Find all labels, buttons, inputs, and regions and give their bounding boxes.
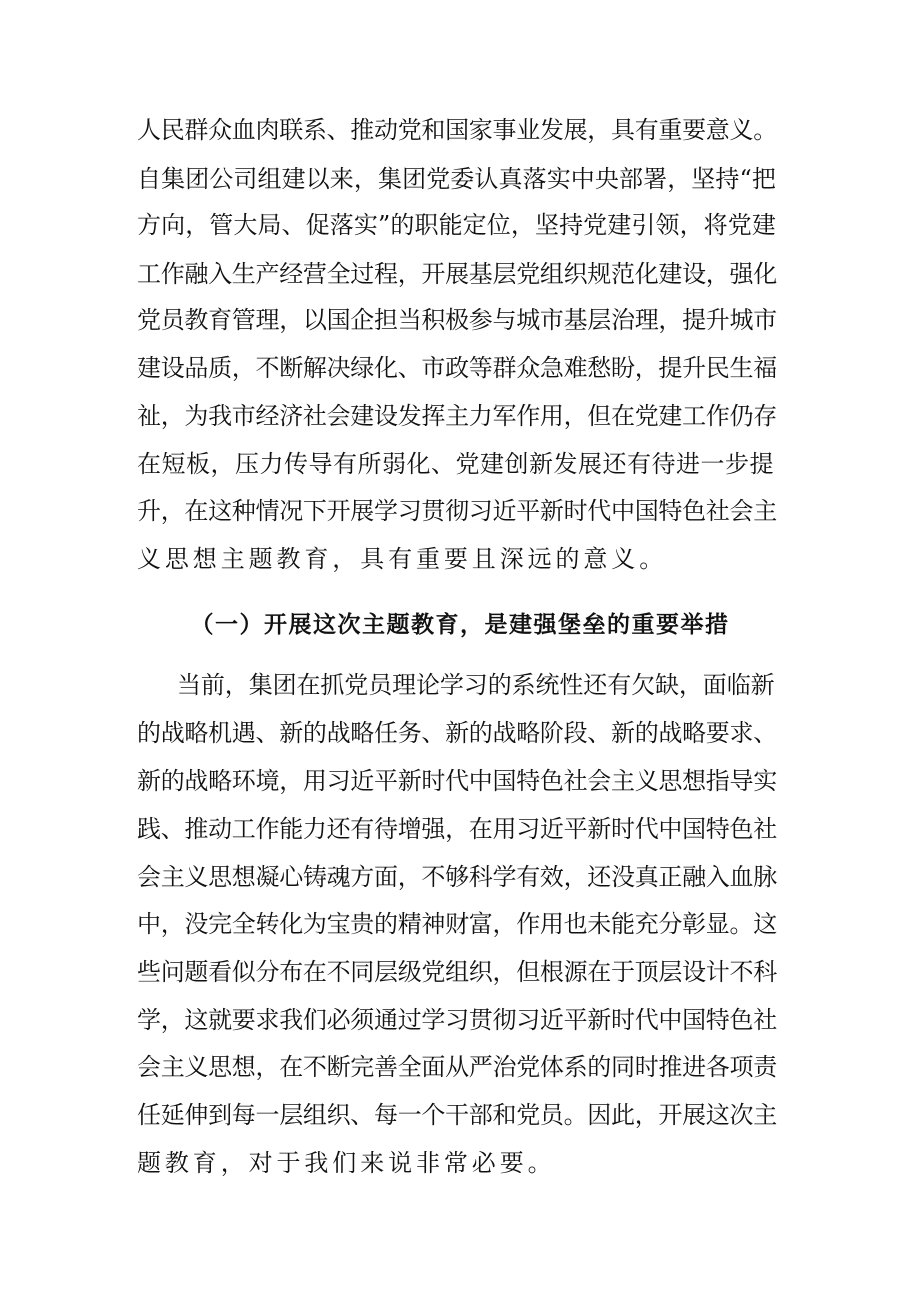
paragraph-2-line-8: 学，这就要求我们必须通过学习贯彻习近平新时代中国特色社 [137,1006,777,1034]
paragraph-1-line-7: 祉，为我市经济社会建设发挥主力军作用，但在党建工作仍存 [137,402,777,430]
paragraph-1-line-4: 工作融入生产经营全过程，开展基层党组织规范化建设，强化 [137,260,777,288]
paragraph-1-line-9: 升，在这种情况下开展学习贯彻习近平新时代中国特色社会主 [137,497,777,525]
paragraph-2-line-10: 任延伸到每一层组织、每一个干部和党员。因此，开展这次主 [137,1101,777,1129]
paragraph-2-line-4: 践、推动工作能力还有待增强，在用习近平新时代中国特色社 [137,815,777,843]
paragraph-2-line-11: 题教育，对于我们来说非常必要。 [137,1149,556,1177]
paragraph-1-line-10: 义思想主题教育，具有重要且深远的意义。 [137,545,668,573]
paragraph-1-line-8: 在短板，压力传导有所弱化、党建创新发展还有待进一步提 [137,450,774,478]
paragraph-1-line-5: 党员教育管理，以国企担当积极参与城市基层治理，提升城市 [137,306,777,334]
paragraph-2-line-9: 会主义思想，在不断完善全面从严治党体系的同时推进各项责 [137,1053,777,1081]
paragraph-1-line-2: 自集团公司组建以来，集团党委认真落实中央部署，坚持“把 [137,165,776,193]
paragraph-2-line-5: 会主义思想凝心铸魂方面，不够科学有效，还没真正融入血脉 [137,863,777,891]
paragraph-1-line-6: 建设品质，不断解决绿化、市政等群众急难愁盼，提升民生福 [137,354,777,382]
paragraph-1-line-1: 人民群众血肉联系、推动党和国家事业发展，具有重要意义。 [137,116,777,144]
paragraph-1-line-3: 方向，管大局、促落实”的职能定位，坚持党建引领，将党建 [137,211,776,239]
paragraph-2-line-6: 中，没完全转化为宝贵的精神财富，作用也未能充分彰显。这 [137,910,777,938]
section-heading: （一）开展这次主题教育，是建强堡垒的重要举措 [190,611,730,638]
paragraph-2-line-2: 的战略机遇、新的战略任务、新的战略阶段、新的战略要求、 [137,719,777,747]
paragraph-2-line-1: 当前，集团在抓党员理论学习的系统性还有欠缺，面临新 [177,671,775,699]
paragraph-2-line-7: 些问题看似分布在不同层级党组织，但根源在于顶层设计不科 [137,958,777,986]
paragraph-2-line-3: 新的战略环境，用习近平新时代中国特色社会主义思想指导实 [137,767,777,795]
